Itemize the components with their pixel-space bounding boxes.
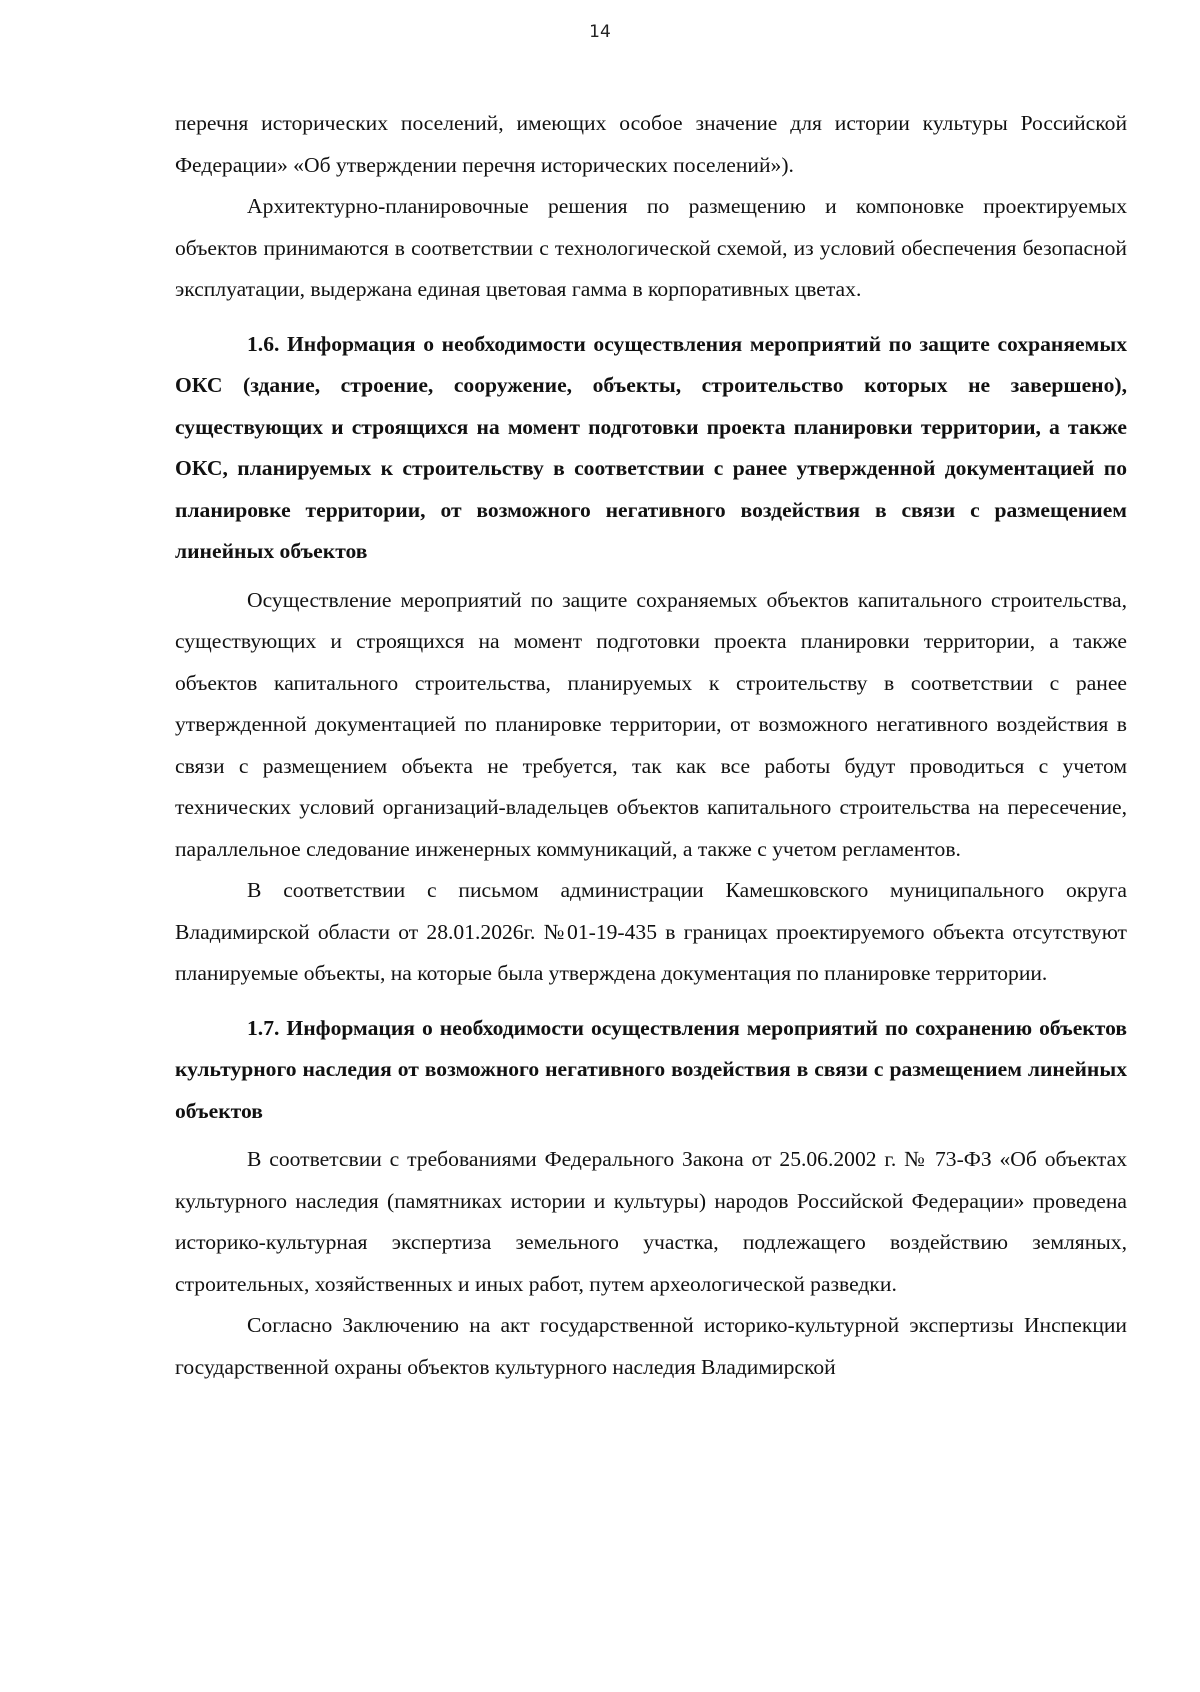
section-heading-1-7: 1.7. Информация о необходимости осуществления мероприятий по сохранению объектов культурного наследия от возможного негативного воздействия в связи с размещением линейных объектов [175,1015,1127,1123]
paragraph-federal-law: В соответсвии с требованиями Федерального Закона от 25.06.2002 г. № 73-ФЗ «Об объектах культурного наследия (памятниках истории и культуры) народов Российской Федерации» проведена историко-культурная экспертиза земельного участка, подлежащего воздействию земляных, строительных, хозяйственных и иных работ, путем археологической разведки. [175,1147,1127,1296]
section-heading-1-6: 1.6. Информация о необходимости осуществления мероприятий по защите сохраняемых ОКС (здание, строение, сооружение, объекты, строительство которых не завершено), существующих и строящихся на момент подготовки проекта планировки территории, а также ОКС, планируемых к строительству в соответствии с ранее утвержденной документацией по планировке территории, от возможного негативного воздействия в связи с размещением линейных объектов [175,331,1127,563]
paragraph-protection-measures: Осуществление мероприятий по защите сохраняемых объектов капитального строительства, существующих и строящихся на момент подготовки проекта планировки территории, а также объектов капитального строительства, планируемых к строительству в соответствии с ранее утвержденной документацией по планировке территории, от возможного негативного воздействия в связи с размещением объекта не требуется, так как все работы будут проводиться с учетом технических условий организаций-владельцев объектов капитального строительства на пересечение, параллельное следование инженерных коммуникаций, а также с учетом регламентов. [175,587,1127,861]
paragraph-continuation: перечня исторических поселений, имеющих особое значение для истории культуры Российской Федерации» «Об утверждении перечня исторических поселений»). [175,111,1127,177]
paragraph-administration-letter: В соответствии с письмом администрации Камешковского муниципального округа Владимирской области от 28.01.2026г. №01-19-435 в границах проектируемого объекта отсутствуют планируемые объекты, на которые была утверждена документация по планировке территории. [175,878,1127,985]
page-number: 14 [589,22,611,42]
paragraph-architecture: Архитектурно-планировочные решения по размещению и компоновке проектируемых объектов принимаются в соответствии с технологической схемой, из условий обеспечения безопасной эксплуатации, выдержана единая цветовая гамма в корпоративных цветах. [175,194,1127,301]
document-body [175,103,1127,1388]
paragraph-expertise-conclusion: Согласно Заключению на акт государственной историко-культурной экспертизы Инспекции государственной охраны объектов культурного наследия Владимирской [175,1313,1127,1379]
